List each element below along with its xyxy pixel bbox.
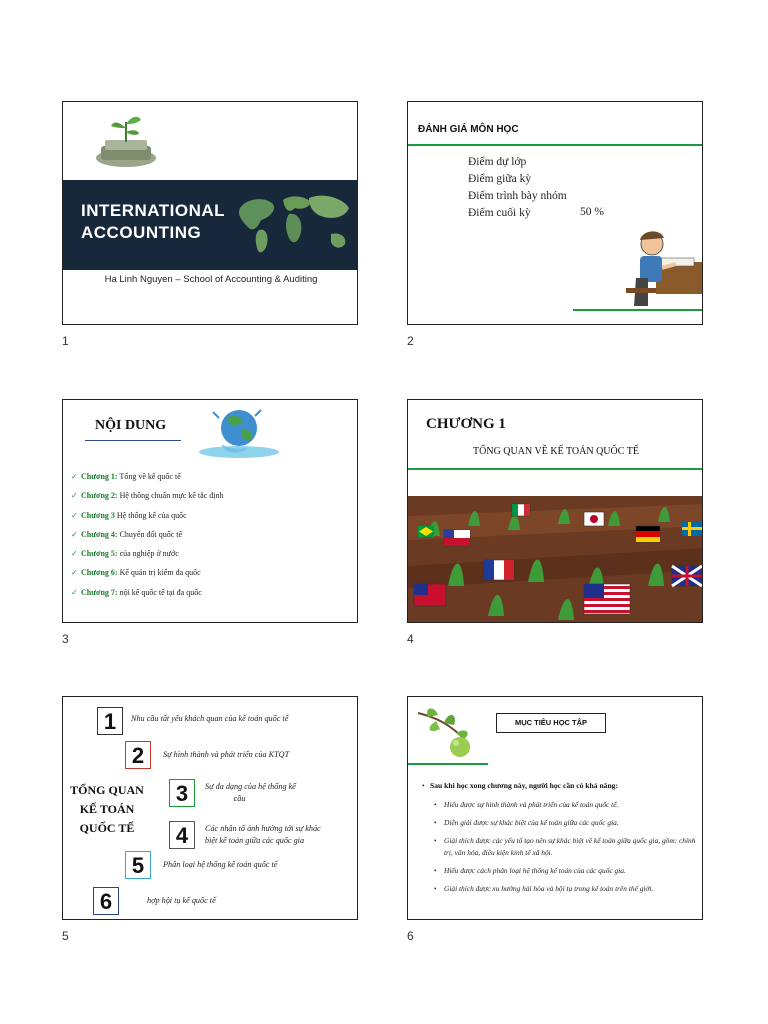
list-item[interactable]: ✓ Chương 1: Tổng về kế quốc tế bbox=[71, 472, 181, 481]
slide-number-3: 3 bbox=[62, 632, 69, 646]
number-badge-2: 2 bbox=[125, 741, 151, 769]
objectives-intro: Sau khi học xong chương này, người học cần có khả năng: bbox=[430, 781, 619, 790]
topic-text-3: Sự đa dạng của hệ thống kế cầu bbox=[205, 782, 296, 803]
slide-subtitle: TỔNG QUAN VỀ KẾ TOÁN QUỐC TẾ bbox=[473, 446, 639, 457]
check-icon: ✓ bbox=[71, 549, 78, 559]
author-line: Ha Linh Nguyen – School of Accounting & Auditing bbox=[104, 274, 318, 285]
grading-item: Điểm giữa kỳ bbox=[468, 173, 532, 185]
overview-title: TỔNG QUAN KẾ TOÁN QUỐC TẾ bbox=[70, 783, 144, 835]
slide-number-4: 4 bbox=[407, 632, 414, 646]
number-badge-1: 1 bbox=[97, 707, 123, 735]
divider bbox=[408, 763, 488, 765]
final-percent: 50 % bbox=[580, 206, 604, 218]
grading-item: Điểm cuối kỳ bbox=[468, 207, 531, 219]
divider bbox=[573, 309, 703, 311]
list-item[interactable]: ✓ Chương 5: của nghiệp ở nước bbox=[71, 549, 179, 559]
slide-number-1: 1 bbox=[62, 334, 69, 348]
slide-5[interactable] bbox=[62, 696, 358, 920]
grading-list bbox=[468, 154, 567, 222]
list-item: • Diễn giải được sự khác biệt của kế toán giữa các quốc gia. bbox=[434, 817, 700, 829]
check-icon: ✓ bbox=[71, 568, 78, 578]
list-item[interactable]: ✓ Chương 4: Chuyển đổi quốc tế bbox=[71, 529, 183, 539]
list-item: • Giải thích được các yếu tố tạo nên sự khác biệt về kế toán giữa quốc gia, gồm: chính trị, văn hóa, điều kiện kinh tế xã hội. bbox=[434, 835, 700, 859]
slide-number-5: 5 bbox=[62, 929, 69, 943]
bullet-icon: • bbox=[422, 781, 425, 790]
check-icon: ✓ bbox=[71, 491, 78, 501]
student-writing-icon bbox=[626, 222, 703, 312]
grading-item: Điểm dự lớp bbox=[468, 156, 527, 168]
heading-underline bbox=[85, 440, 181, 441]
number-badge-5: 5 bbox=[125, 851, 151, 879]
topic-text-4: Các nhân tố ảnh hưởng tới sự khác biệt kế toán giữa các quốc gia bbox=[205, 824, 321, 845]
slide-heading: ĐÁNH GIÁ MÔN HỌC bbox=[418, 124, 519, 135]
objectives-label: MỤC TIÊU HỌC TẬP bbox=[496, 713, 606, 733]
topic-text-1: Nhu cầu tất yếu khách quan của kế toán quốc tế bbox=[131, 714, 289, 723]
list-item[interactable]: ✓ Chương 2: Hệ thống chuẩn mực kế tắc định bbox=[71, 491, 224, 501]
topic-text-5: Phân loại hệ thống kế toán quốc tế bbox=[163, 860, 278, 869]
check-icon: ✓ bbox=[71, 587, 78, 597]
check-icon: ✓ bbox=[71, 529, 78, 539]
world-map-icon bbox=[235, 190, 355, 260]
topic-text-6: hợp hội tụ kế quốc tế bbox=[147, 896, 216, 905]
slide-heading: NỘI DUNG bbox=[95, 418, 167, 433]
presentation-title: INTERNATIONAL ACCOUNTING bbox=[81, 201, 226, 242]
objectives-list bbox=[434, 799, 700, 901]
check-icon: ✓ bbox=[71, 472, 78, 481]
slide-3[interactable] bbox=[62, 399, 358, 623]
divider bbox=[408, 144, 703, 146]
slide-1[interactable] bbox=[62, 101, 358, 325]
topic-text-2: Sự hình thành và phát triển của KTQT bbox=[163, 750, 290, 759]
melting-globe-icon bbox=[197, 404, 281, 460]
slide-4[interactable] bbox=[407, 399, 703, 623]
grading-item: Điểm trình bày nhóm bbox=[468, 190, 567, 202]
number-badge-3: 3 bbox=[169, 779, 195, 807]
check-icon: ✓ bbox=[71, 510, 78, 520]
list-item[interactable]: ✓ Chương 7: nội kế quốc tế tại đa quốc bbox=[71, 587, 202, 597]
slide-heading: CHƯƠNG 1 bbox=[426, 416, 506, 432]
number-badge-6: 6 bbox=[93, 887, 119, 915]
fruit-branch-icon bbox=[414, 703, 478, 761]
list-item[interactable]: ✓ Chương 6: Kế quản trị kiểm đa quốc bbox=[71, 568, 201, 578]
flags-field-image bbox=[408, 496, 703, 623]
number-badge-4: 4 bbox=[169, 821, 195, 849]
list-item: • Hiểu được sự hình thành và phát triển của kế toán quốc tế. bbox=[434, 799, 700, 811]
plant-money-icon bbox=[91, 110, 161, 170]
list-item: • Giải thích được xu hướng hài hòa và hội tụ trong kế toán trên thế giới. bbox=[434, 883, 700, 895]
divider bbox=[408, 468, 703, 470]
list-item[interactable]: ✓ Chương 3 Hệ thống kế của quốc bbox=[71, 510, 187, 520]
slide-number-2: 2 bbox=[407, 334, 414, 348]
slide-6[interactable] bbox=[407, 696, 703, 920]
slide-number-6: 6 bbox=[407, 929, 414, 943]
slide-2[interactable] bbox=[407, 101, 703, 325]
chapter-list bbox=[71, 472, 223, 607]
list-item: • Hiểu được cách phân loại hệ thống kế toán của các quốc gia. bbox=[434, 865, 700, 877]
